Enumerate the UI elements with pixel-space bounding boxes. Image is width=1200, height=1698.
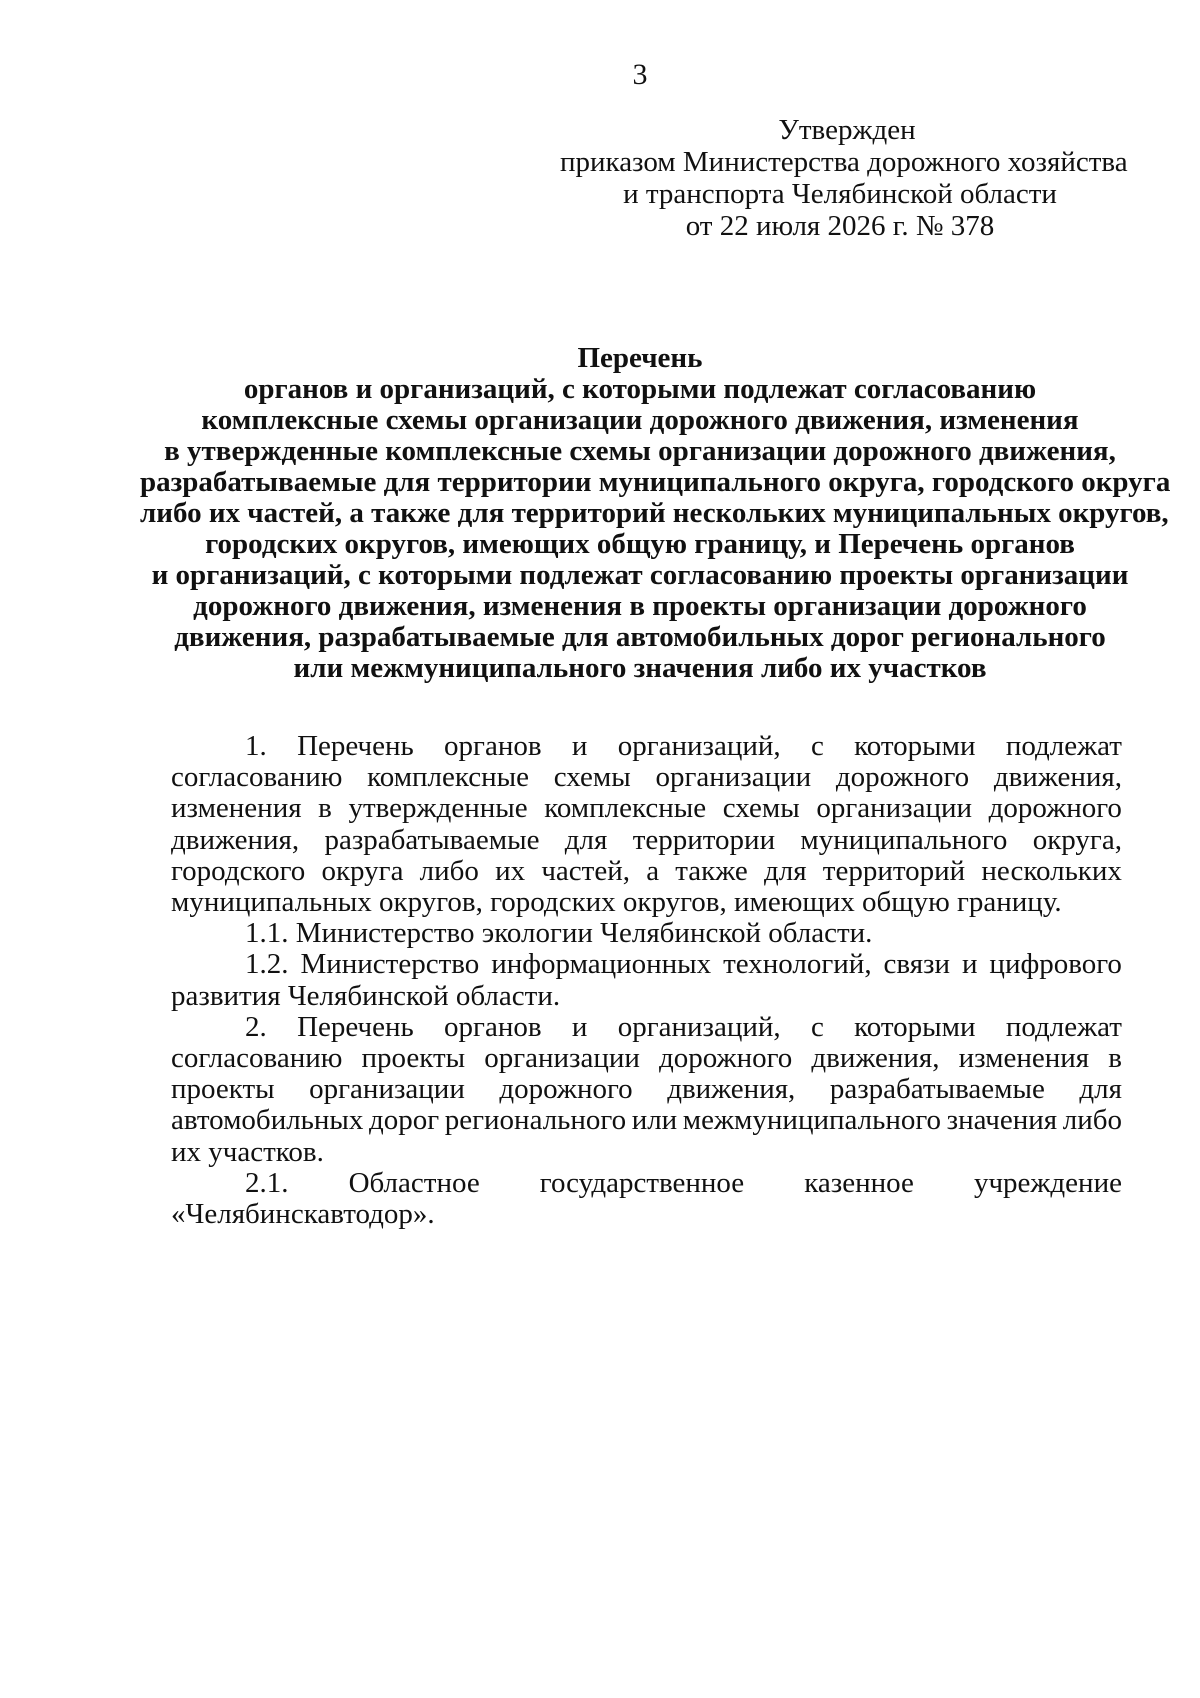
document-body: [171, 731, 1122, 1230]
word: комплексные: [367, 761, 530, 794]
word: технологий,: [723, 948, 872, 981]
word: изменения: [958, 1042, 1090, 1075]
text-line: 1.1. Министерство экологии Челябинской области.: [245, 917, 873, 950]
justified-line: [171, 1168, 1122, 1199]
justified-line: [171, 762, 1122, 793]
word: значения: [946, 1104, 1058, 1137]
paragraph-last-line: [171, 1137, 1122, 1168]
word: либо: [419, 854, 479, 887]
word: движения,: [171, 823, 300, 856]
word: с: [810, 1010, 824, 1043]
word: либо: [1062, 1104, 1122, 1137]
item-2-1: [171, 1168, 1122, 1230]
word: организации: [655, 761, 812, 794]
word: организаций,: [617, 730, 781, 762]
title-heading: Перечень: [577, 342, 703, 374]
word: цифрового: [989, 948, 1122, 981]
word: разрабатываемые: [829, 1073, 1045, 1106]
word: территории: [632, 823, 776, 856]
paragraph-last-line: [171, 887, 1122, 918]
title-line: дорожного движения, изменения в проекты организации дорожного: [193, 590, 1087, 622]
word: округа: [321, 854, 404, 887]
word: 1.2.: [245, 948, 289, 981]
word: которыми: [854, 730, 976, 762]
word: для: [564, 823, 608, 856]
title-line: либо их частей, а также для территорий нескольких муниципальных округов,: [140, 497, 1169, 529]
word: дорог: [369, 1104, 440, 1137]
word: Перечень: [297, 730, 414, 762]
justified-line: [171, 1074, 1122, 1105]
word: органов: [444, 730, 542, 762]
word: или: [631, 1104, 678, 1137]
word: подлежат: [1005, 730, 1122, 762]
word: дорожного: [659, 1042, 793, 1075]
word: организации: [484, 1042, 640, 1075]
text-line: развития Челябинской области.: [171, 979, 561, 1012]
word: для: [764, 854, 807, 887]
word: согласованию: [171, 1042, 343, 1075]
word: органов: [444, 1010, 542, 1043]
word: Министерство: [300, 948, 480, 981]
word: движения,: [993, 761, 1122, 794]
word: для: [1079, 1073, 1122, 1106]
text-line: их участков.: [171, 1135, 324, 1168]
word: проекты: [361, 1042, 466, 1075]
title-line: городских округов, имеющих общую границу, и Перечень органов: [205, 528, 1075, 560]
approval-line: Утвержден: [778, 114, 916, 146]
word: в: [1108, 1042, 1122, 1075]
word: их: [495, 854, 526, 887]
word: нескольких: [981, 854, 1122, 887]
word: частей,: [541, 854, 630, 887]
approval-line: и транспорта Челябинской области: [623, 178, 1057, 210]
paragraph-last-line: [171, 1199, 1122, 1230]
word: казенное: [804, 1166, 914, 1199]
word: связи: [883, 948, 951, 981]
approval-stamp: [560, 114, 1128, 242]
word: изменения: [171, 792, 302, 825]
item-1-1: [171, 918, 1122, 949]
document-title: [140, 342, 1171, 684]
title-line: органов и организаций, с которыми подлежат согласованию: [243, 373, 1037, 405]
justified-line: [171, 1012, 1122, 1043]
justified-line: [171, 1105, 1122, 1136]
approval-line: приказом Министерства дорожного хозяйства: [560, 146, 1128, 178]
word: а: [646, 854, 660, 887]
word: подлежат: [1005, 1010, 1122, 1043]
word: и: [571, 730, 588, 762]
justified-line: [171, 856, 1122, 887]
justified-line: [171, 793, 1122, 824]
word: дорожного: [835, 761, 970, 794]
word: схемы: [553, 761, 631, 794]
title-line: или межмуниципального значения либо их участков: [293, 652, 987, 684]
word: автомобильных: [171, 1104, 364, 1137]
word: организаций,: [617, 1010, 781, 1043]
word: 2.: [245, 1010, 267, 1043]
word: организации: [816, 792, 973, 825]
word: в: [318, 792, 332, 825]
word: движения,: [811, 1042, 940, 1075]
paragraph-1: [171, 731, 1122, 918]
title-line: движения, разрабатываемые для автомобильных дорог регионального: [174, 621, 1106, 653]
item-1-2: [171, 949, 1122, 1011]
word: 1.: [245, 730, 267, 762]
justified-line: [171, 1043, 1122, 1074]
approval-line: от 22 июля 2026 г. № 378: [685, 210, 995, 242]
title-line: и организаций, с которыми подлежат согласованию проекты организации: [151, 559, 1129, 591]
word: Областное: [348, 1166, 480, 1199]
word: схемы: [722, 792, 800, 825]
text-line: «Челябинскавтодор».: [171, 1198, 435, 1231]
word: организации: [309, 1073, 465, 1106]
word: проекты: [171, 1073, 275, 1106]
paragraph-last-line: [171, 981, 1122, 1012]
word: движения,: [667, 1073, 796, 1106]
justified-line: [171, 731, 1122, 762]
title-line: комплексные схемы организации дорожного движения, изменения: [201, 404, 1079, 436]
title-line: в утвержденные комплексные схемы организации дорожного движения,: [164, 435, 1116, 467]
word: согласованию: [171, 761, 343, 794]
paragraph-2: [171, 1012, 1122, 1168]
word: комплексные: [544, 792, 707, 825]
word: информационных: [491, 948, 712, 981]
page-number: 3: [632, 58, 648, 91]
word: с: [810, 730, 824, 762]
word: также: [675, 854, 748, 887]
word: городского: [171, 854, 306, 887]
word: регионального: [444, 1104, 627, 1137]
word: округа,: [1032, 823, 1122, 856]
justified-line: [171, 949, 1122, 980]
word: Перечень: [297, 1010, 414, 1043]
word: муниципального: [800, 823, 1008, 856]
word: дорожного: [499, 1073, 633, 1106]
title-line: разрабатываемые для территории муниципального округа, городского округа: [140, 466, 1171, 498]
word: и: [571, 1010, 588, 1043]
word: которыми: [854, 1010, 976, 1043]
word: дорожного: [988, 792, 1122, 825]
word: разрабатываемые: [324, 823, 540, 856]
word: утвержденные: [348, 792, 528, 825]
word: территорий: [822, 854, 966, 887]
word: учреждение: [973, 1166, 1122, 1199]
word: межмуниципального: [682, 1104, 942, 1137]
text-line: муниципальных округов, городских округов, имеющих общую границу.: [171, 886, 1062, 919]
justified-line: [171, 825, 1122, 856]
word: 2.1.: [245, 1166, 289, 1199]
word: и: [961, 948, 978, 981]
word: государственное: [539, 1166, 745, 1199]
